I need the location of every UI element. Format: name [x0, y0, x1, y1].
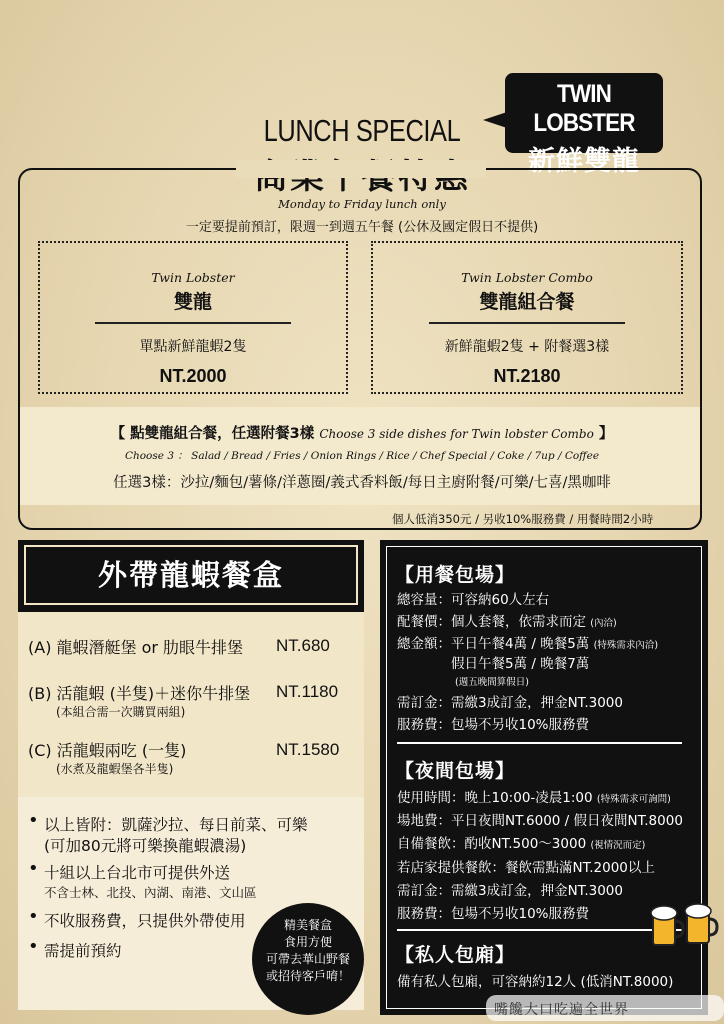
takeout-note-3: 不收服務費，只提供外帶使用: [44, 912, 246, 930]
lunch-days: Monday to Friday lunch only: [278, 197, 446, 211]
set-divider: [95, 322, 291, 324]
lunch-notice: 一定要提前預訂，限週一到週五午餐 (公休及國定假日不提供): [185, 220, 539, 235]
promo-line: 精美餐盒: [283, 918, 332, 932]
night-line: 自備餐飲：酌收NT.500～3000 (視情況而定): [397, 836, 646, 852]
takeout-note-4: 需提前預約: [44, 942, 122, 960]
set-name-en: Twin Lobster: [151, 270, 235, 285]
private-room-title: 【私人包廂】: [395, 944, 516, 966]
takeout-price-c: NT.1580: [276, 740, 340, 759]
set-divider: [429, 322, 625, 324]
set-price: NT.2000: [159, 365, 227, 386]
set-card-twin-lobster: [38, 241, 348, 394]
lunch-footer-note: 個人低消350元 / 另收10%服務費 / 用餐時間2小時: [392, 512, 654, 526]
takeout-note-1-sub: (可加80元將可樂換龍蝦濃湯): [44, 837, 247, 855]
promo-line: 食用方便: [283, 935, 332, 949]
bullet-icon: •: [28, 906, 39, 927]
night-line: 若店家提供餐飲：餐飲需點滿NT.2000以上: [397, 860, 655, 876]
badge-title-en: TWIN LOBSTER: [533, 80, 635, 137]
set-price: NT.2180: [493, 365, 561, 386]
takeout-price-a: NT.680: [276, 636, 330, 655]
set-desc: 單點新鮮龍蝦2隻: [139, 338, 247, 355]
venue-line: 假日午餐5萬 / 晚餐7萬: [397, 656, 590, 672]
combo-title: [0, 422, 724, 443]
bullet-icon: •: [28, 810, 39, 831]
set-name-zh: 雙龍: [173, 291, 212, 313]
venue-line: 總金額：平日午餐4萬 / 晚餐5萬 (特殊需求內洽): [397, 636, 659, 652]
venue-line: 服務費：包場不另收10%服務費: [397, 717, 590, 733]
promo-line: 可帶去華山野餐: [265, 952, 350, 966]
watermark-text: 嘴饞大口吃遍全世界: [494, 1002, 629, 1018]
takeout-title: 外帶龍蝦餐盒: [24, 545, 358, 605]
takeout-note-1: 以上皆附：凱薩沙拉、每日前菜、可樂: [44, 816, 308, 834]
night-line: 場地費：平日夜間NT.6000 / 假日夜間NT.8000: [397, 813, 683, 829]
venue-line: 需訂金：需繳3成訂金，押金NT.3000: [397, 695, 623, 711]
lunch-special-title-en: LUNCH SPECIAL: [263, 113, 461, 148]
venue-line-note: (週五晚間算假日): [455, 677, 529, 688]
promo-line: 或招待客戶唷！: [265, 969, 350, 983]
combo-choices-en: Choose 3 ： Salad / Bread / Fries / Onion Rings / Rice / Chef Special / Coke / 7up / Coffee: [124, 450, 600, 462]
takeout-item-b: (B) 活龍蝦 (半隻)＋迷你牛排堡: [28, 684, 251, 703]
night-line: 使用時間：晚上10:00-凌晨1:00 (特殊需求可詢問): [397, 790, 671, 806]
set-card-twin-lobster-combo: [371, 241, 683, 394]
badge-tail: [483, 112, 507, 128]
set-name-zh: 雙龍組合餐: [479, 291, 575, 313]
takeout-note-2-sub: 不含士林、北投、內湖、南港、文山區: [44, 885, 257, 900]
takeout-item-c: (C) 活龍蝦兩吃 (一隻): [28, 741, 187, 760]
section-divider: [397, 929, 682, 931]
takeout-item-b-note: (本組合需一次購買兩組): [56, 705, 186, 719]
room-line: 備有私人包廂，可容納約12人 (低消NT.8000): [397, 974, 674, 990]
night-booking-title: 【夜間包場】: [395, 760, 516, 782]
takeout-item-c-note: (水煮及龍蝦堡各半隻): [56, 762, 174, 776]
combo-title-en: Choose 3 side dishes for Twin lobster Combo: [319, 427, 594, 441]
venue-booking-title: 【用餐包場】: [395, 564, 516, 586]
section-divider: [397, 742, 682, 744]
venue-line: 配餐價：個人套餐，依需求而定 (內洽): [397, 614, 617, 630]
box-title-gap: [236, 160, 486, 178]
night-line: 需訂金：需繳3成訂金，押金NT.3000: [397, 883, 623, 899]
night-line: 服務費：包場不另收10%服務費: [397, 906, 590, 922]
takeout-promo-circle: [252, 903, 364, 1015]
badge-title-zh: 新鮮雙龍: [528, 146, 640, 177]
combo-choices-zh: 任選3樣：沙拉/麵包/薯條/洋蔥圈/義式香料飯/每日主廚附餐/可樂/七喜/黑咖啡: [113, 475, 611, 491]
set-desc: 新鮮龍蝦2隻 + 附餐選3樣: [444, 338, 610, 355]
combo-title-end: 】: [598, 426, 614, 442]
twin-lobster-badge: [505, 73, 663, 177]
bullet-icon: •: [28, 858, 39, 879]
takeout-note-2: 十組以上台北市可提供外送: [44, 864, 231, 882]
bullet-icon: •: [28, 936, 39, 957]
set-name-en: Twin Lobster Combo: [461, 270, 593, 285]
combo-title-zh: 【 點雙龍組合餐，任選附餐3樣: [110, 426, 315, 442]
takeout-item-a: (A) 龍蝦潛艇堡 or 肋眼牛排堡: [28, 638, 244, 657]
beer-mugs-icon: [647, 899, 719, 953]
venue-line: 總容量：可容納60人左右: [397, 592, 550, 608]
takeout-price-b: NT.1180: [276, 682, 339, 701]
